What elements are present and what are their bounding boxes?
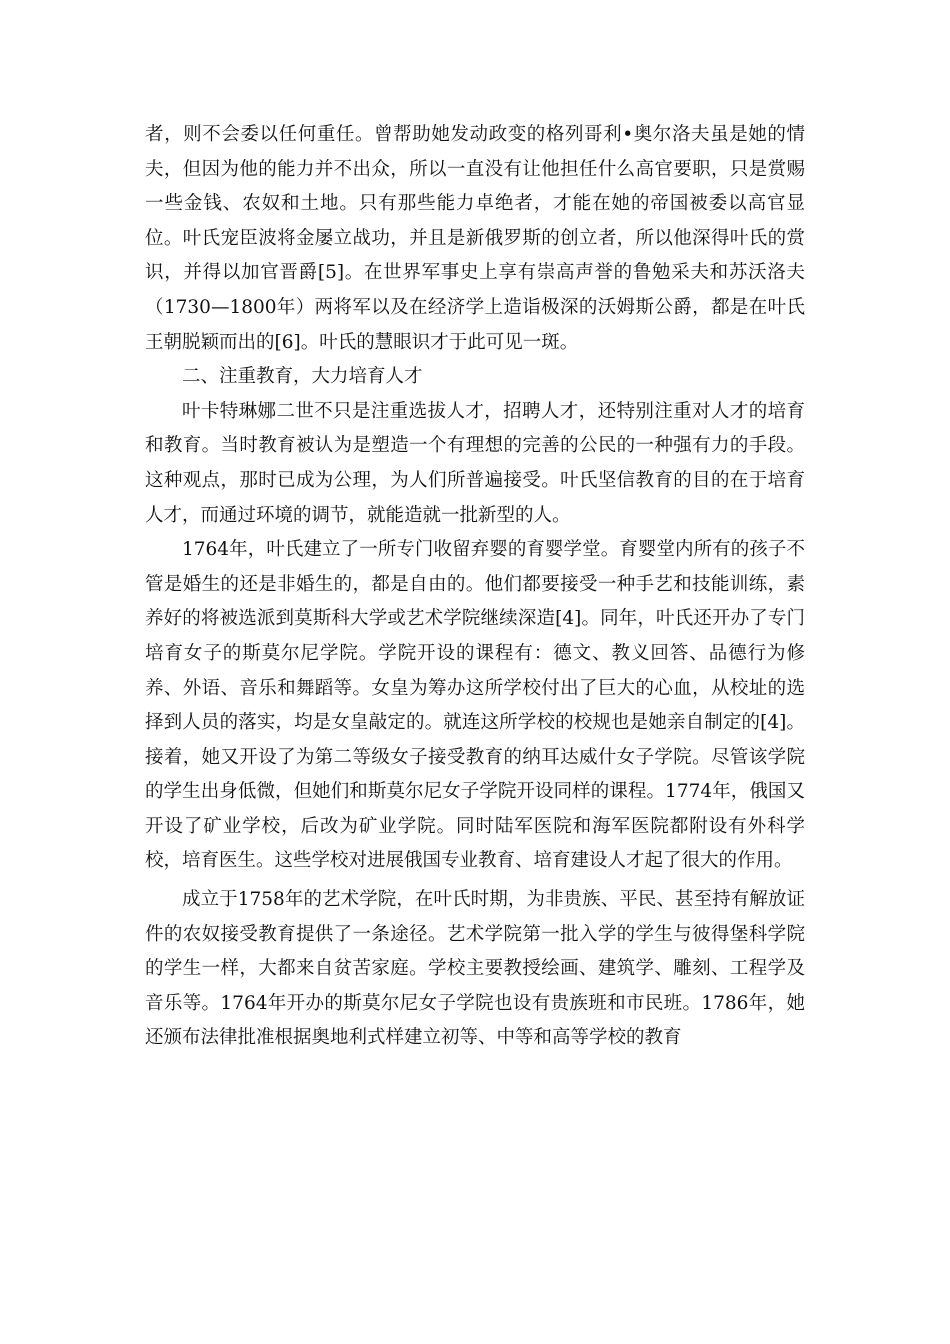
document-page	[145, 118, 805, 1056]
paragraph-art-academy: 成立于1758年的艺术学院，在叶氏时期，为非贵族、平民、甚至持有解放证件的农奴接受教育提供了一条途径。艺术学院第一批入学的学生与彼得堡科学院的学生一样，大都来自贫苦家庭。学校主要教授绘画、建筑学、雕刻、工程学及音乐等。1764年开办的斯莫尔尼女子学院也设有贵族班和市民班。1786年，她还颁布法律批准根据奥地利式样建立初等、中等和高等学校的教育	[145, 889, 805, 1049]
paragraph-schools-founded: 1764年，叶氏建立了一所专门收留弃婴的育婴学堂。育婴堂内所有的孩子不管是婚生的还是非婚生的，都是自由的。他们都要接受一种手艺和技能训练，素养好的将被选派到莫斯科大学或艺术学院继续深造[4]。同年，叶氏还开办了专门培育女子的斯莫尔尼学院。学院开设的课程有：德文、教义回答、品德行为修养、外语、音乐和舞蹈等。女皇为筹办这所学校付出了巨大的心血，从校址的选择到人员的落实，均是女皇敲定的。就连这所学校的校规也是她亲自制定的[4]。接着，她又开设了为第二等级女子接受教育的纳耳达威什女子学院。尽管该学院的学生出身低微，但她们和斯莫尔尼女子学院开设同样的课程。1774年，俄国又开设了矿业学校，后改为矿业学院。同时陆军医院和海军医院都附设有外科学校，培育医生。这些学校对进展俄国专业教育、培育建设人才起了很大的作用。	[145, 539, 805, 872]
section-heading-education: 二、注重教育，大力培育人才	[182, 366, 423, 388]
paragraph-education-philosophy: 叶卡特琳娜二世不只是注重选拔人才，招聘人才，还特别注重对人才的培育和教育。当时教育被认为是塑造一个有理想的完善的公民的一种强有力的手段。这种观点，那时已成为公理，为人们所普遍接受。叶氏坚信教育的目的在于培育人才，而通过环境的调节，就能造就一批新型的人。	[145, 400, 805, 526]
paragraph-officials-selection: 者，则不会委以任何重任。曾帮助她发动政变的格列哥利•奥尔洛夫虽是她的情夫，但因为他的能力并不出众，所以一直没有让他担任什么高官要职，只是赏赐一些金钱、农奴和土地。只有那些能力卓绝者，才能在她的帝国被委以高官显位。叶氏宠臣波将金屡立战功，并且是新俄罗斯的创立者，所以他深得叶氏的赏识，并得以加官晋爵[5]。在世界军事史上享有崇高声誉的鲁勉采夫和苏沃洛夫（1730—1800年）两将军以及在经济学上造诣极深的沃姆斯公爵，都是在叶氏王朝脱颖而出的[6]。叶氏的慧眼识才于此可见一斑。	[145, 124, 805, 353]
